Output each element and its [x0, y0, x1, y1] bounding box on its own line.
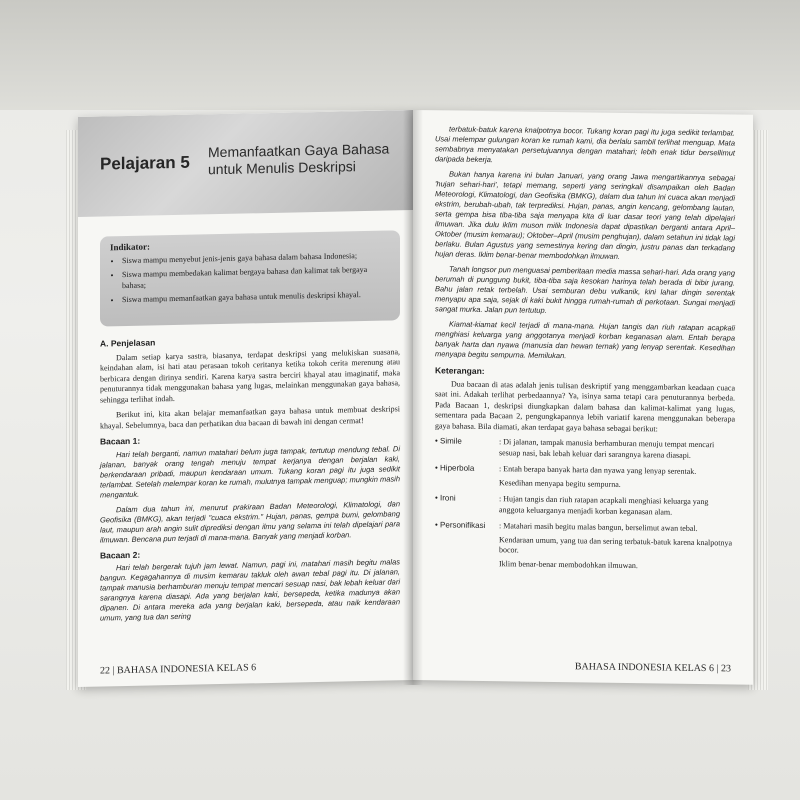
bacaan-2-paragraph: Bukan hanya karena ini bulan Januari, yang orang Jawa mengartikannya sebagai 'hujan sehari-hari', tetapi memang, seperti yang seringkali disampaikan oleh Badan Meteorologi, Klimatologi, dan Geofisika (BMKG), dalam dua tahun ini cuaca akan menjadi ekstrim, berubah-ubah, tak terprediksi. Hujan, panas, angin kencang, gelombang lautan, serta gempa bisa tiba-tiba saja menyapa kita di luar dasar teori yang telah dipelajari ilmuwan. Jika dulu iklim muson milik Indonesia dapat dipastikan berganti antara April–Oktober (musim kemarau); Oktober–April (musim penghujan), dalam setahun ini tidak lagi berlaku. Bulan Agustus yang semestinya kering dan dingin, justru panas dan terkadang hujan deras. Iklim benar-benar membodohkan ilmuwan.	[435, 169, 735, 261]
bacaan-2-paragraph: terbatuk-batuk karena knalpotnya bocor. Tukang koran pagi itu juga sedikit terlambat. Usai melempar gulungan koran ke rumah kami, dia berlalu sambil terlihat menguap. Mata sembabnya menyatakan persetujuannya dengan matahari; lebih enak tidur bersellimut daripada bekerja.	[435, 124, 735, 165]
lesson-label: Pelajaran 5	[100, 152, 190, 174]
paragraph: Berikut ini, kita akan belajar memanfaatkan gaya bahasa untuk membuat deskripsi khayal. Sebelumnya, baca dan perhatikan dua bacaan di bawah ini dengan cermat!	[100, 404, 400, 431]
bacaan-2-paragraph: Hari telah bergerak tujuh jam lewat. Namun, pagi ini, matahari masih begitu malas bangun. Kegagahannya di musim kemarau takluk oleh awan tebal pagi itu. Di jalanan, tampak manusia berhamburan menuju tempat mencari sesuap nasi, bak lebah keluar dari sarangnya karena diasapi. Ada yang berjalan kaki, bersepeda, ketika madunya akan dipanen. Di antara mereka ada yang berjalan kaki, bersepeda, atau naik kendaraan umum, yang tua dan sering	[100, 557, 400, 623]
right-page-body	[435, 124, 735, 578]
section-heading: A. Penjelasan	[100, 337, 156, 349]
left-page-body	[100, 332, 400, 628]
page-footer: BAHASA INDONESIA KELAS 6 | 23	[574, 661, 731, 675]
bacaan-1-heading: Bacaan 1:	[100, 435, 141, 447]
paragraph: Dalam setiap karya sastra, biasanya, terdapat deskripsi yang melukiskan suasana, keindahan alam, isi hati atau perasaan tokoh ceritanya ketika tokoh cerita merenung atau berbicara dengan dirinya sendiri. Karena karya sastra berciri khayal atau imaginatif, maka penuturannya tidak menggunakan bahasa yang lugas, melainkan menggunakan gaya bahasa, sehingga terlihat indah.	[100, 346, 400, 405]
open-book	[58, 110, 758, 695]
style-name: • Simile	[435, 436, 499, 461]
style-row	[435, 463, 735, 494]
book-spine	[403, 110, 423, 685]
style-example: : Matahari masih begitu malas bangun, berselimut awan tebal.	[499, 521, 698, 533]
style-example: : Hujan tangis dan riuh ratapan acapkali menghiasi keluarga yang anggota keluarganya menjadi korban keganasan alam.	[499, 494, 709, 517]
bacaan-2-paragraph: Tanah longsor pun menguasai pemberitaan media massa sehari-hari. Ada orang yang berumah di punggung bukit, tiba-tiba saja kesokan harinya telah berada di bibir jurang. Bahu jalan retak terbelah. Usai semburan debu vulkanik, kini lahar dingin serentak menyapu apa saja, sejak di kaki bukit hingga rumah-rumah di perkotaan. Sungai menjadi sangat murka. Jalan pun tertutup.	[435, 264, 735, 315]
indicator-heading: Indikator:	[110, 241, 151, 253]
indicator-item: • Siswa mampu memanfaatkan gaya bahasa untuk menulis deskripsi khayal.	[122, 288, 390, 305]
style-example: : Entah berapa banyak harta dan nyawa yang lenyap serentak.	[499, 464, 697, 476]
style-example: Iklim benar-benar membodohkan ilmuwan.	[499, 558, 638, 570]
indicator-list	[110, 249, 390, 305]
style-name: • Ironi	[435, 493, 499, 518]
bacaan-2-paragraph: Kiamat-kiamat kecil terjadi di mana-mana. Hujan tangis dan riuh ratapan acapkali menghiasi keluarga yang anggotanya menjadi korban keganasan alam. Entah berapa banyak harta dan nyawa (manusia dan hewan ternak) yang lenyap serentak. Kesedihan menyapa begitu sempurna. Memilukan.	[435, 319, 735, 361]
style-examples	[499, 494, 735, 521]
left-page	[78, 110, 413, 687]
style-example: Kendaraan umum, yang tua dan sering terbatuk-batuk karena knalpotnya bocor.	[499, 534, 733, 555]
style-row	[435, 520, 735, 575]
style-example: : Di jalanan, tampak manusia berhamburan menuju tempat mencari sesuap nasi, bak lebah keluar dari sarangnya karena diasapi.	[499, 437, 715, 460]
style-example: Kesedihan menyapa begitu sempurna.	[499, 477, 621, 489]
style-examples	[499, 464, 735, 494]
style-name: • Personifikasi	[435, 520, 499, 572]
indicator-item: • Siswa mampu menyebut jenis-jenis gaya bahasa dalam bahasa Indonesia;	[122, 249, 390, 266]
keterangan-paragraph: Dua bacaan di atas adalah jenis tulisan deskriptif yang menggambarkan keadaan cuaca saat ini. Adakah terlihat perbedaannya? Ya, isinya sama tetapi cara penuturannya berbeda. Pada Bacaan 1, deskripsi diungkapkan dalam bahasa dan kalimat-kalimat yang lugas, sementara pada Bacaan 2, pengungkapannya lebih variatif karena menggunakan beberapa gaya bahasa. Bila diamati, akan terdapat gaya bahasa sebagai berikut:	[435, 379, 735, 433]
indicator-box	[100, 230, 400, 326]
right-page	[413, 110, 753, 685]
bacaan-1-paragraph: Hari telah berganti, namun matahari belum juga tampak, tertutup mendung tebal. Di jalanan, banyak orang tengah menuju tempat kerjanya dengan berjalan kaki, berkendaraan pribadi, maupun kendaraan umum. Tukang koran pagi itu juga sedikit terlambat. Setelah melempar koran ke rumah, mulutnya tampak menguap; mungkin masih mengantuk.	[100, 443, 400, 500]
style-row	[435, 436, 735, 464]
background-wall	[0, 0, 800, 110]
style-row	[435, 493, 735, 521]
bacaan-1-paragraph: Dalam dua tahun ini, menurut prakiraan Badan Meteorologi, Klimatologi, dan Geofisika (BMKG), akan terjadi "cuaca ekstrim." Hujan, panas, gempa bumi, gelombang laut, maupun arah angin sulit diprediksi dengan ilmu yang selama ini telah dipelajari para ilmuwan. Bencana pun terjadi di mana-mana. Banyak yang menjadi korban.	[100, 498, 400, 545]
page-footer: 22 | BAHASA INDONESIA KELAS 6	[100, 662, 257, 677]
indicator-item: • Siswa mampu membedakan kalimat bergaya bahasa dan kalimat tak bergaya bahasa;	[122, 263, 390, 291]
style-list	[435, 436, 735, 575]
style-examples	[499, 437, 735, 464]
style-examples	[499, 521, 735, 575]
keterangan-heading: Keterangan:	[435, 365, 485, 376]
bacaan-2-heading: Bacaan 2:	[100, 549, 141, 561]
lesson-title: Memanfaatkan Gaya Bahasa untuk Menulis Deskripsi	[208, 140, 390, 178]
style-name: • Hiperbola	[435, 463, 499, 491]
